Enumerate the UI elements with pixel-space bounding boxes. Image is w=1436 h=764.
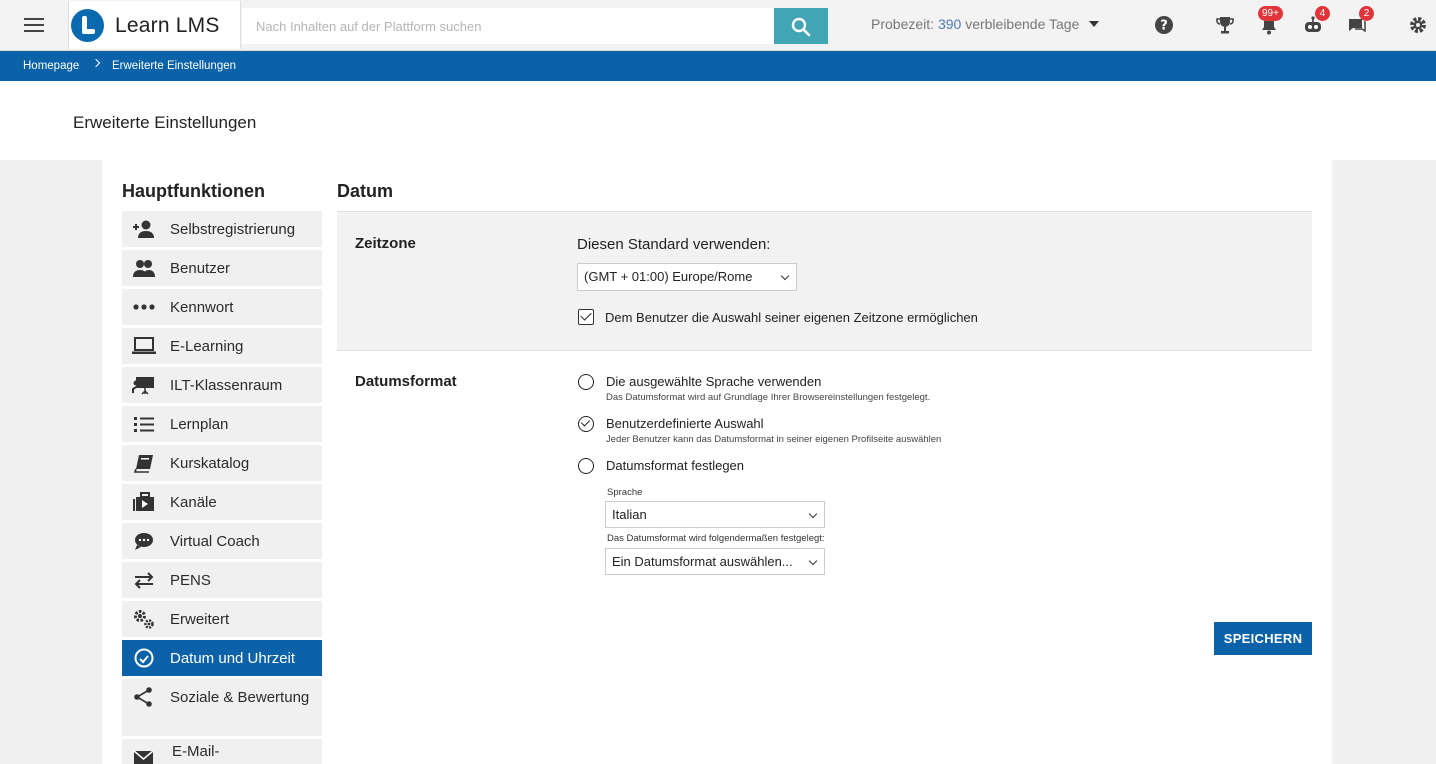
section-title: Datum xyxy=(337,181,394,201)
messages-badge: 2 xyxy=(1359,6,1374,21)
presentation-icon xyxy=(132,375,156,395)
share-icon xyxy=(132,687,156,707)
sidebar-item-benutzer[interactable] xyxy=(122,250,322,286)
sidebar-item-label: Benutzer xyxy=(170,260,231,277)
messages-icon[interactable] xyxy=(1346,8,1370,36)
option-custom-selection-label: Benutzerdefinierte Auswahl xyxy=(606,416,764,431)
page-header xyxy=(0,81,1436,160)
sidebar-item-kurskatalog[interactable] xyxy=(122,445,322,481)
sidebar-item-kanaele[interactable] xyxy=(122,484,322,520)
sidebar-item-label: Kurskatalog xyxy=(170,455,250,472)
coach-badge: 4 xyxy=(1315,6,1330,21)
sidebar-item-erweitert[interactable] xyxy=(122,601,322,637)
option-set-date-format-label: Datumsformat festlegen xyxy=(606,458,745,473)
users-icon xyxy=(132,258,156,278)
sidebar-item-label: E-Learning xyxy=(170,338,244,355)
password-dots-icon xyxy=(132,297,156,317)
search-button[interactable] xyxy=(774,8,828,44)
sidebar-item-soziale-bewertung[interactable] xyxy=(122,679,322,736)
allow-user-timezone-label: Dem Benutzer die Auswahl seiner eigenen Zeitzone ermöglichen xyxy=(605,310,978,325)
option-custom-selection-desc: Jeder Benutzer kann das Datumsformat in seiner eigenen Profilseite auswählen xyxy=(606,434,942,445)
breadcrumb-current: Erweiterte Einstellungen xyxy=(112,60,237,72)
envelope-icon xyxy=(132,747,156,764)
logo-text: Learn LMS xyxy=(115,14,220,37)
laptop-icon xyxy=(132,336,156,356)
sidebar-item-lernplan[interactable] xyxy=(122,406,322,442)
option-use-language-desc: Das Datumsformat wird auf Grundlage Ihrer Browsereinstellungen festgelegt. xyxy=(606,392,931,403)
sidebar-item-kennwort[interactable] xyxy=(122,289,322,325)
timezone-label: Zeitzone xyxy=(355,235,416,252)
chevron-right-icon xyxy=(92,59,100,67)
sidebar-item-label: Selbstregistrierung xyxy=(170,221,296,238)
page-title: Erweiterte Einstellungen xyxy=(73,113,257,132)
sidebar-item-label: Kennwort xyxy=(170,299,234,316)
add-user-icon xyxy=(132,219,156,239)
save-button[interactable]: SPEICHERN xyxy=(1214,622,1312,655)
sidebar-item-label: Lernplan xyxy=(170,416,229,433)
sidebar-item-label: Virtual Coach xyxy=(170,533,260,550)
date-format-label: Datumsformat xyxy=(355,373,457,390)
allow-user-timezone-checkbox[interactable] xyxy=(578,309,594,325)
sidebar-item-datum-und-uhrzeit[interactable] xyxy=(122,640,322,676)
sidebar-title: Hauptfunktionen xyxy=(122,181,265,201)
list-icon xyxy=(132,414,156,434)
sidebar-item-e-learning[interactable] xyxy=(122,328,322,364)
trial-days: 390 xyxy=(937,16,962,32)
sidebar-nav xyxy=(122,211,322,764)
sidebar-item-label: Kanäle xyxy=(170,494,217,511)
arrows-exchange-icon xyxy=(132,570,156,590)
channels-icon xyxy=(132,492,156,512)
svg-text:?: ? xyxy=(1160,18,1168,34)
hamburger-menu-icon[interactable] xyxy=(22,14,46,36)
breadcrumb xyxy=(0,51,1436,81)
settings-panel xyxy=(102,160,1332,764)
clock-icon xyxy=(132,648,156,668)
sidebar-item-label: Datum und Uhrzeit xyxy=(170,650,296,667)
book-icon xyxy=(132,453,156,473)
sidebar-item-pens[interactable] xyxy=(122,562,322,598)
trial-prefix: Probezeit: xyxy=(871,16,935,32)
chat-bubble-icon xyxy=(132,531,156,551)
sidebar-item-label: Erweitert xyxy=(170,611,230,628)
date-format-select[interactable]: Ein Datumsformat auswählen... xyxy=(605,548,825,575)
date-format-select-label: Das Datumsformat wird folgendermaßen festgelegt: xyxy=(607,533,825,544)
caret-down-icon xyxy=(1089,21,1099,27)
notification-bell-icon[interactable] xyxy=(1258,8,1280,36)
sidebar-item-selbstregistrierung[interactable] xyxy=(122,211,322,247)
radio-custom-selection[interactable] xyxy=(578,416,594,432)
trial-period-dropdown[interactable] xyxy=(871,16,1099,32)
sidebar-item-virtual-coach[interactable] xyxy=(122,523,322,559)
use-default-label: Diesen Standard verwenden: xyxy=(577,236,771,253)
trial-suffix: verbleibende Tage xyxy=(965,16,1080,32)
sidebar-item-label: PENS xyxy=(170,572,211,589)
timezone-row xyxy=(337,211,1312,351)
radio-use-language[interactable] xyxy=(578,374,594,390)
option-use-language-label: Die ausgewählte Sprache verwenden xyxy=(606,374,822,389)
sidebar-item-e-mail[interactable] xyxy=(122,739,322,764)
sidebar-item-label: ILT-Klassenraum xyxy=(170,377,283,394)
sidebar-item-label: Soziale & Bewertung xyxy=(170,689,310,706)
search-input[interactable] xyxy=(242,8,774,44)
top-bar xyxy=(0,0,1436,51)
timezone-select[interactable]: (GMT + 01:00) Europe/Rome xyxy=(577,263,797,291)
language-label: Sprache xyxy=(607,487,643,498)
trophy-icon[interactable] xyxy=(1214,14,1236,36)
settings-gear-icon[interactable] xyxy=(1407,14,1429,36)
sidebar-item-label: E-Mail- xyxy=(172,743,220,760)
language-select[interactable]: Italian xyxy=(605,501,825,528)
logo-icon xyxy=(71,9,104,42)
notification-badge: 99+ xyxy=(1258,6,1283,21)
search-icon xyxy=(791,17,811,37)
sidebar-item-ilt-klassenraum[interactable] xyxy=(122,367,322,403)
help-icon[interactable] xyxy=(1153,14,1175,36)
radio-set-date-format[interactable] xyxy=(578,458,594,474)
breadcrumb-home-link[interactable]: Homepage xyxy=(23,60,80,72)
virtual-coach-robot-icon[interactable] xyxy=(1302,8,1326,36)
logo[interactable] xyxy=(68,1,241,49)
gears-icon xyxy=(132,609,156,629)
